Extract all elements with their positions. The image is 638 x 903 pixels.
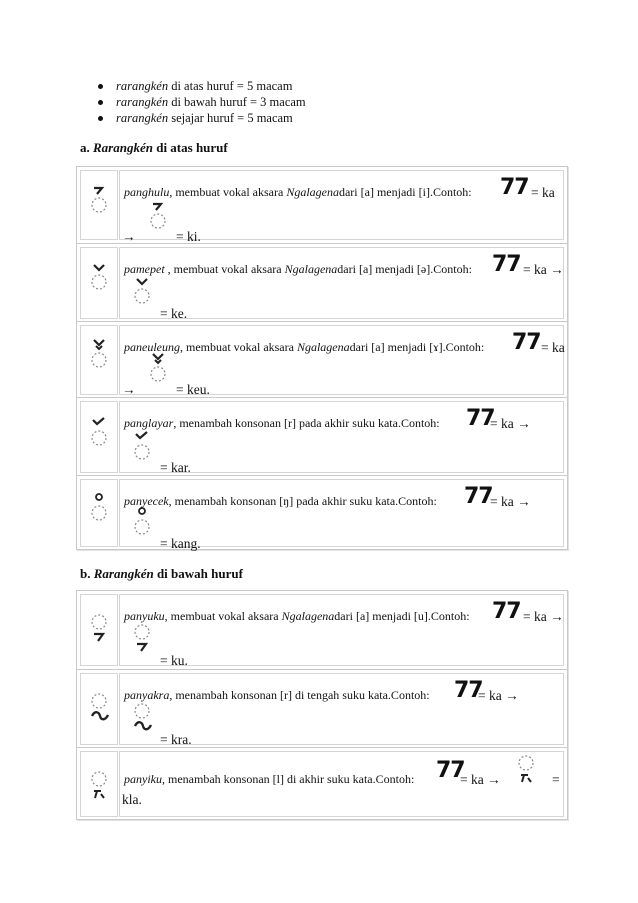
rarangken-above-table (76, 166, 568, 550)
keu-glyph-icon (148, 352, 168, 382)
list-item: rarangkén di atas huruf = 5 macam (96, 78, 306, 94)
description-cell: pamepet , membuat vokal aksara Ngalagenadari [a] menjadi [ə].Contoh: 77 = ka → = ke. (119, 247, 564, 319)
sign-cell (80, 325, 118, 395)
description-cell: panyecek, menambah konsonan [ŋ] pada akhir suku kata.Contoh: 77 = ka → = kang. (119, 479, 564, 547)
description-cell: panyakra, menambah konsonan [r] di tengah suku kata.Contoh: 77 = ka → = kra. (119, 673, 564, 745)
rarangken-below-table (76, 590, 568, 820)
ka-glyph: 77 (454, 678, 483, 703)
table-row (77, 321, 567, 398)
list-item: rarangkén sejajar huruf = 5 macam (96, 110, 306, 126)
kar-glyph-icon (132, 430, 152, 460)
panyuku-sign-icon (89, 613, 109, 645)
table-row (77, 591, 567, 669)
panghulu-sign-icon (89, 185, 109, 213)
section-b-heading: b. Rarangkén di bawah huruf (80, 566, 243, 581)
table-row (77, 747, 567, 820)
description-cell: panghulu, membuat vokal aksara Ngalagenadari [a] menjadi [i].Contoh: 77 = ka → = ki. (119, 170, 564, 240)
sign-cell (80, 247, 118, 319)
bullet-icon (98, 84, 103, 89)
sign-cell (80, 594, 118, 666)
panglayar-sign-icon (89, 416, 109, 446)
ku-glyph-icon (132, 623, 152, 655)
description-cell: paneuleung, membuat vokal aksara Ngalagenadari [a] menjadi [ɤ].Contoh: 77 = ka → = keu. (119, 325, 564, 395)
table-row (77, 669, 567, 748)
ka-glyph: 77 (500, 175, 529, 200)
section-a-heading: a. Rarangkén di atas huruf (80, 140, 228, 155)
intro-list (96, 78, 306, 126)
sign-cell (80, 751, 118, 817)
description-cell: panyiku, menambah konsonan [l] di akhir suku kata.Contoh: 77 = ka → = kla. (119, 751, 564, 817)
table-row (77, 397, 567, 476)
paneuleung-sign-icon (89, 338, 109, 368)
table-row (77, 167, 567, 243)
table-row (77, 475, 567, 550)
description-cell: panyuku, membuat vokal aksara Ngalagenadari [a] menjadi [u].Contoh: 77 = ka → = ku. (119, 594, 564, 666)
description-cell: panglayar, menambah konsonan [r] pada akhir suku kata.Contoh: 77 = ka → = kar. (119, 401, 564, 473)
panyiku-sign-icon (89, 770, 109, 802)
kang-glyph-icon (132, 506, 152, 536)
panyakra-sign-icon (89, 692, 111, 724)
sign-cell (80, 673, 118, 745)
sign-cell (80, 479, 118, 547)
ka-glyph: 77 (492, 252, 521, 277)
ki-glyph-icon (148, 201, 168, 229)
ka-glyph: 77 (464, 484, 493, 509)
table-row (77, 243, 567, 322)
sign-cell (80, 401, 118, 473)
ke-glyph-icon (132, 276, 152, 304)
sign-cell (80, 170, 118, 240)
bullet-icon (98, 100, 103, 105)
kra-glyph-icon (132, 702, 154, 734)
pamepet-sign-icon (89, 262, 109, 290)
ka-glyph: 77 (436, 758, 465, 783)
kla-glyph-icon (516, 754, 536, 786)
list-item: rarangkén di bawah huruf = 3 macam (96, 94, 306, 110)
ka-glyph: 77 (512, 330, 541, 355)
bullet-icon (98, 116, 103, 121)
ka-glyph: 77 (492, 599, 521, 624)
panyecek-sign-icon (89, 492, 109, 522)
ka-glyph: 77 (466, 406, 495, 431)
